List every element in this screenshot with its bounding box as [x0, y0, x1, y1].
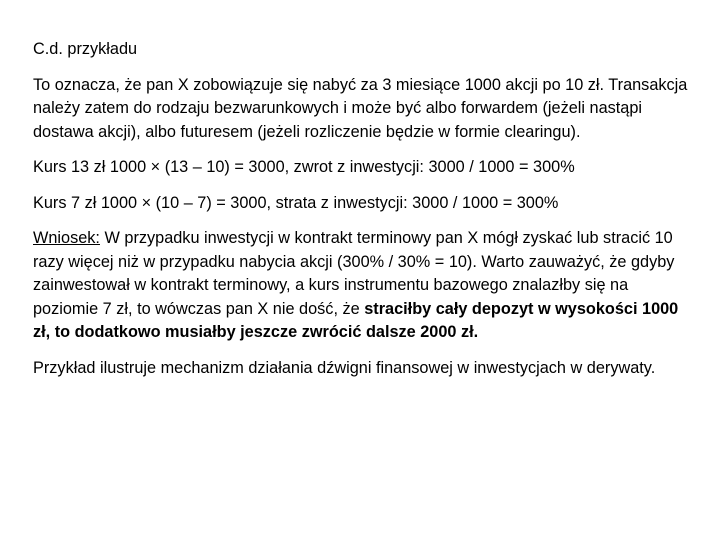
- conclusion-bold-text: straciłby cały depozyt w wysokości 1000 zł, to dodatkowo musiałby jeszcze zwrócić dalsze 2000 zł.: [33, 299, 679, 341]
- paragraph-summary: Przykład ilustruje mechanizm działania dźwigni finansowej w inwestycjach w derywaty.: [33, 358, 656, 377]
- paragraph-loss-case: Kurs 7 zł 1000 × (10 – 7) = 3000, strata z inwestycji: 3000 / 1000 = 300%: [33, 193, 559, 212]
- conclusion-label: Wniosek:: [33, 229, 100, 247]
- paragraph-explanation: To oznacza, że pan X zobowiązuje się nabyć za 3 miesiące 1000 akcji po 10 zł. Transakcja należy zatem do rodzaju bezwarunkowych i może być albo forwardem (jeżeli nastąpi dostawa akcji), albo futuresem (jeżeli rozliczenie będzie w formie clearingu).: [33, 75, 688, 141]
- paragraph-profit-case: Kurs 13 zł 1000 × (13 – 10) = 3000, zwrot z inwestycji: 3000 / 1000 = 300%: [33, 158, 575, 176]
- slide-content: [33, 38, 693, 380]
- conclusion-text: W przypadku inwestycji w kontrakt terminowy pan X mógł zyskać lub stracić 10 razy więcej niż w przypadku nabycia akcji (300% / 30% = 10). Warto zauważyć, że gdyby zainwestował w kontrakt terminowy, a kurs instrumentu bazowego znalazłby się na poziomie 7 zł, to wówczas pan X nie dość, że: [33, 229, 675, 318]
- paragraph-conclusion: [33, 227, 693, 345]
- slide-title: C.d. przykładu: [33, 40, 138, 58]
